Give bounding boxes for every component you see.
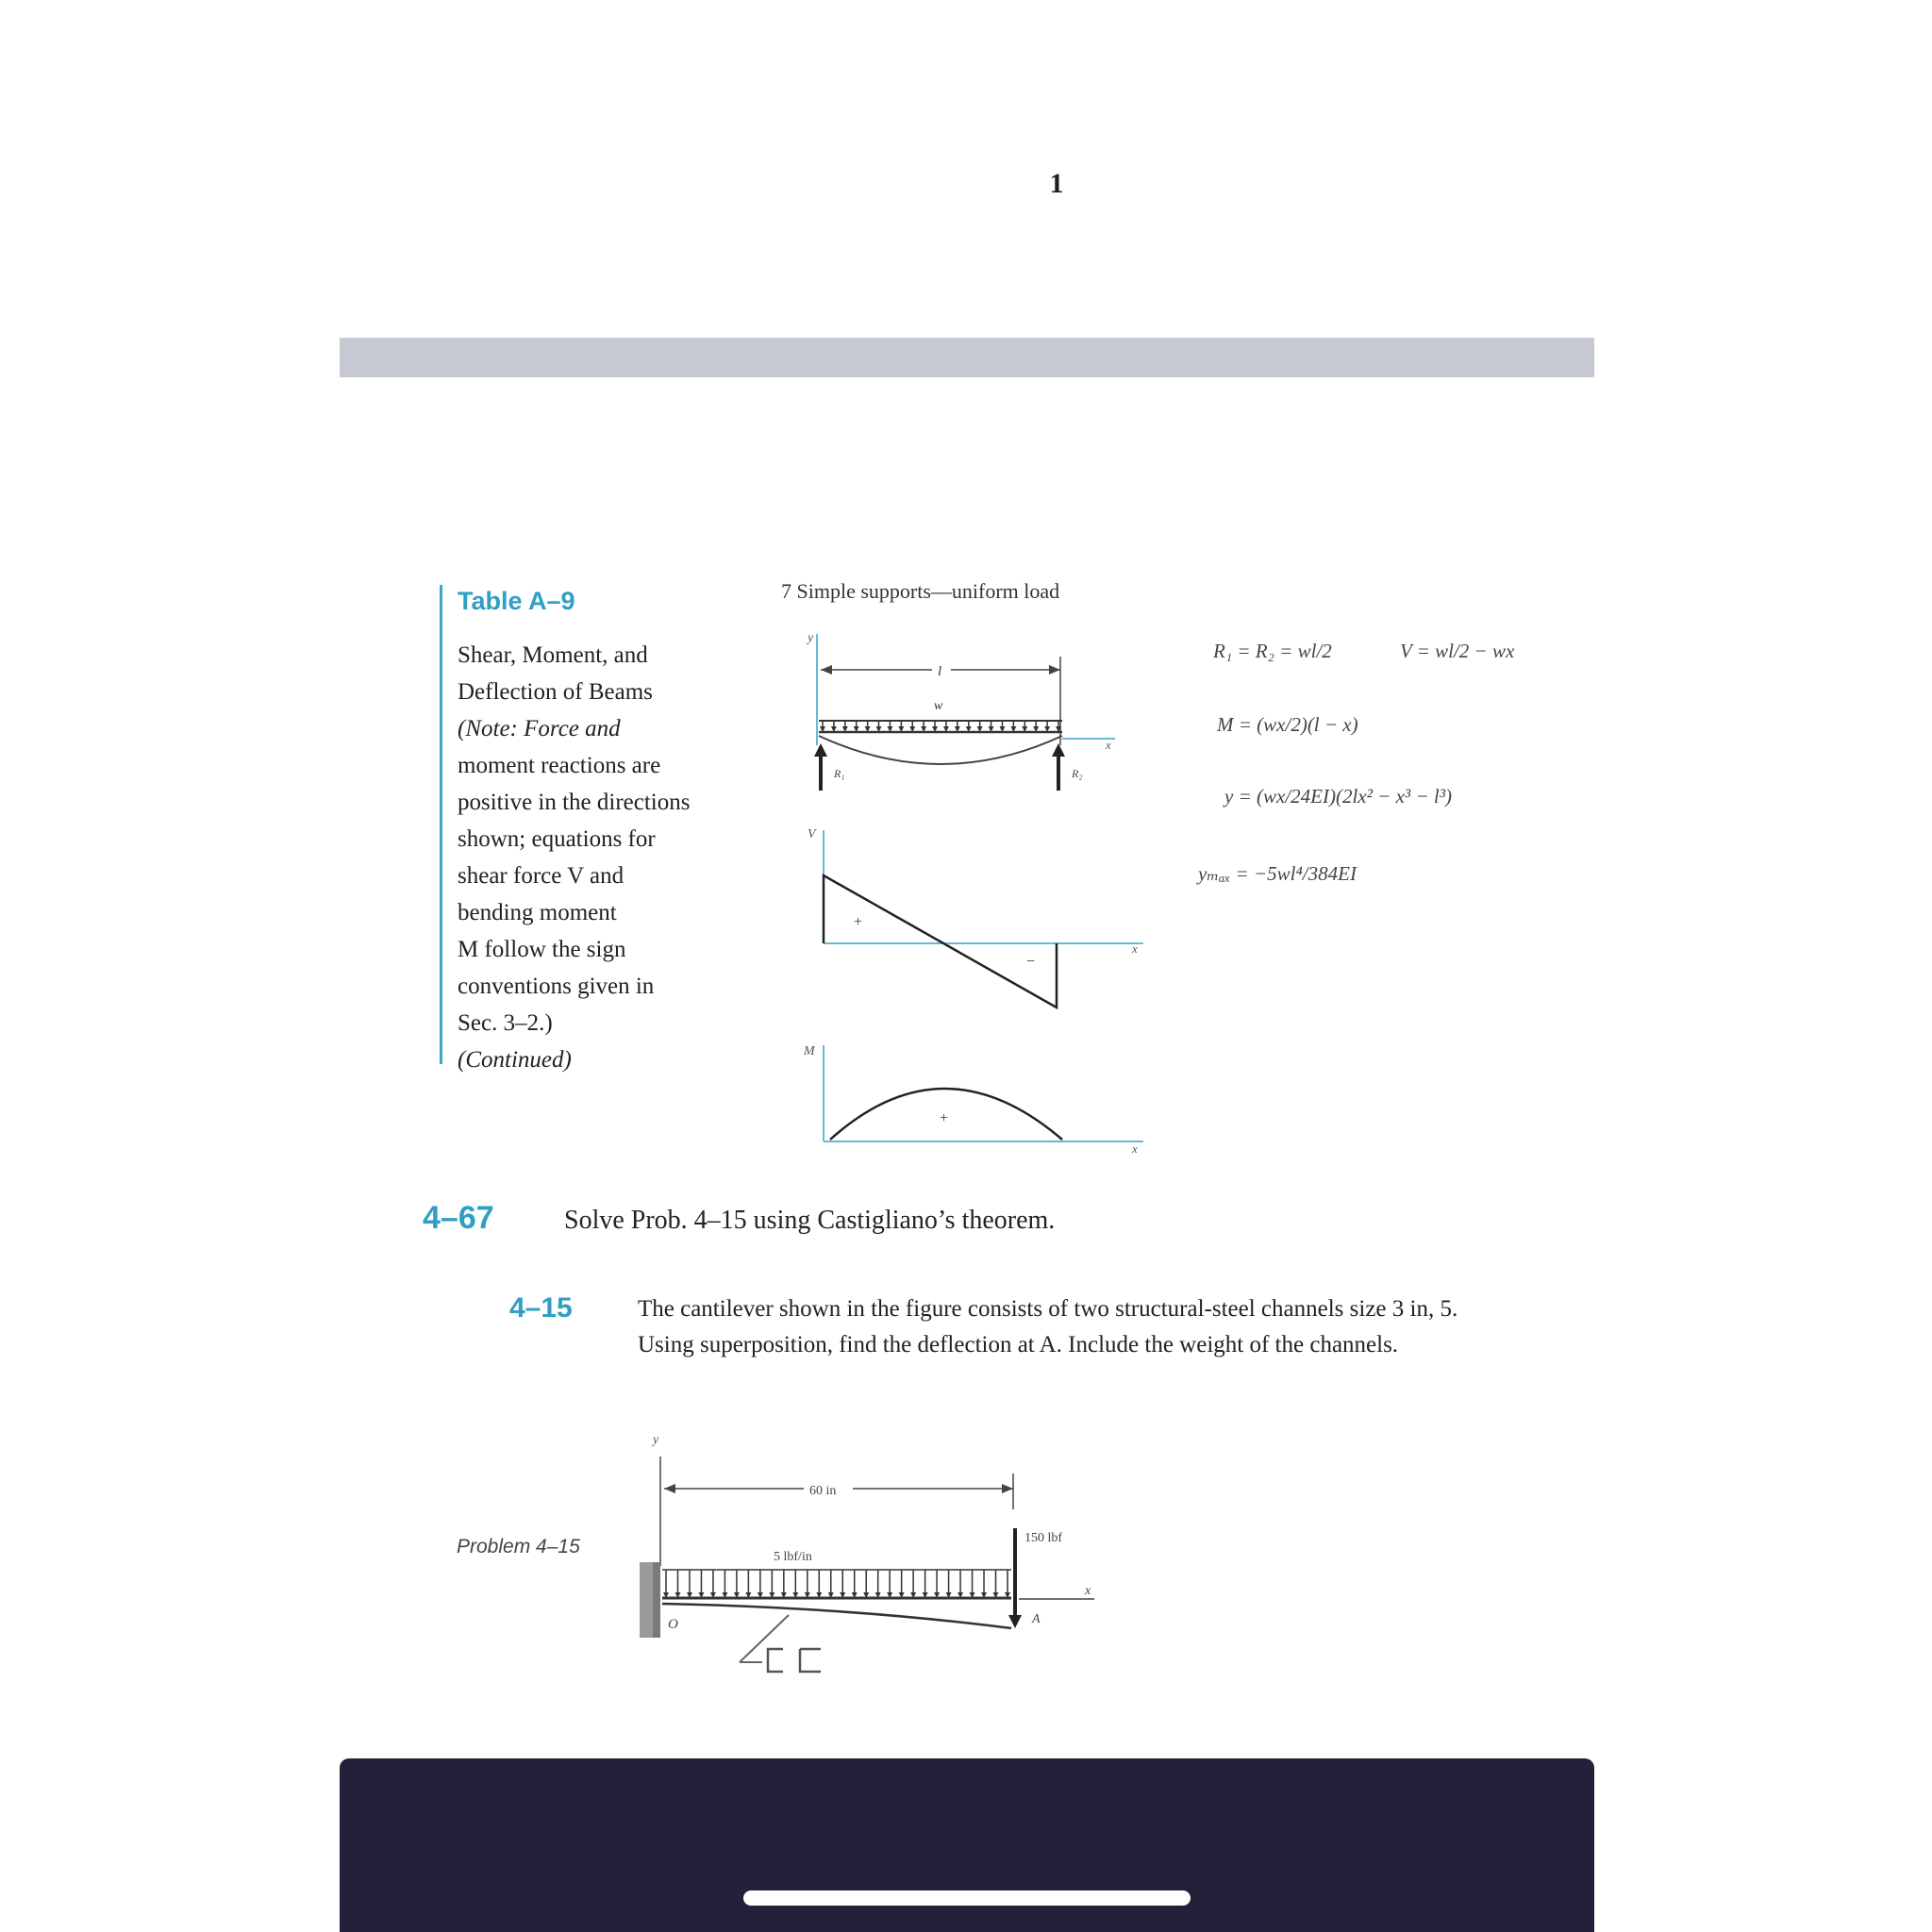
channel-section-icon bbox=[768, 1649, 821, 1672]
distributed-load-label: 5 lbf/in bbox=[774, 1550, 812, 1564]
cantilever-x-label: x bbox=[1085, 1584, 1091, 1598]
problem-4-67-number: 4–67 bbox=[423, 1200, 494, 1236]
moment-diagram bbox=[803, 1044, 1143, 1156]
cantilever-y-label: y bbox=[653, 1433, 659, 1447]
point-load-label: 150 lbf bbox=[1024, 1531, 1063, 1545]
desc-line: positive in the directions bbox=[458, 790, 691, 815]
end-label: A bbox=[1032, 1612, 1041, 1626]
problem-figure-label: Problem 4–15 bbox=[457, 1536, 580, 1557]
beam-x-label: x bbox=[1106, 738, 1111, 752]
eq-max-deflection: yₘₐₓ = −5wl⁴/384EI bbox=[1198, 862, 1357, 885]
beam-y-label: y bbox=[808, 631, 814, 645]
problem-4-67-text: Solve Prob. 4–15 using Castigliano’s theorem. bbox=[564, 1206, 1056, 1235]
case-caption: 7 Simple supports—uniform load bbox=[781, 579, 1060, 603]
length-label: 60 in bbox=[809, 1484, 837, 1498]
cantilever-deflected-shape bbox=[662, 1604, 1011, 1628]
moment-plus-sign: + bbox=[940, 1110, 949, 1126]
table-title: Table A–9 bbox=[458, 587, 575, 615]
problem-4-15-line1: The cantilever shown in the figure consists of two structural-steel channels size 3 in, 5. bbox=[638, 1296, 1458, 1322]
cantilever-load-arrows bbox=[663, 1570, 1010, 1598]
distributed-load-arrows bbox=[820, 721, 1061, 732]
page-number: 1 bbox=[1049, 168, 1064, 199]
shear-minus-sign: − bbox=[1026, 954, 1036, 970]
eq-moment: M = (wx/2)(l − x) bbox=[1217, 713, 1358, 736]
desc-line: moment reactions are bbox=[458, 753, 661, 778]
desc-line: (Note: Force and bbox=[458, 716, 621, 741]
load-label: w bbox=[934, 699, 943, 713]
bottom-panel bbox=[340, 1758, 1594, 1932]
eq-reactions: R₁ = R₂ = wl/2 bbox=[1213, 640, 1332, 662]
problem-4-15-number: 4–15 bbox=[509, 1292, 573, 1324]
cantilever-figure bbox=[640, 1433, 1094, 1672]
shear-plus-sign: + bbox=[854, 914, 863, 930]
desc-line: bending moment bbox=[458, 900, 617, 925]
moment-axis-label: M bbox=[804, 1044, 815, 1058]
eq-deflection: y = (wx/24EI)(2lx² − x³ − l³) bbox=[1224, 785, 1452, 808]
shear-axis-label: V bbox=[808, 827, 816, 841]
shear-diagram bbox=[808, 827, 1143, 1008]
section-leader-line bbox=[740, 1615, 789, 1662]
desc-line: shown; equations for bbox=[458, 826, 656, 852]
desc-line: conventions given in bbox=[458, 974, 655, 999]
problem-4-15-line2: Using superposition, find the deflection at A. Include the weight of the channels. bbox=[638, 1332, 1399, 1357]
deflected-shape bbox=[819, 736, 1062, 764]
shear-line bbox=[824, 875, 1057, 1008]
shear-x-label: x bbox=[1132, 941, 1138, 956]
desc-line: Shear, Moment, and bbox=[458, 642, 648, 668]
eq-shear: V = wl/2 − wx bbox=[1400, 640, 1515, 662]
reaction-r2-label: R₂ bbox=[1072, 767, 1083, 780]
desc-line: Sec. 3–2.) bbox=[458, 1010, 553, 1036]
beam-diagram bbox=[806, 631, 1115, 791]
origin-label: O bbox=[668, 1617, 678, 1632]
desc-line: M follow the sign bbox=[458, 937, 626, 962]
home-indicator[interactable] bbox=[743, 1890, 1191, 1906]
desc-line: shear force V and bbox=[458, 863, 625, 889]
span-label: l bbox=[938, 664, 942, 679]
desc-line: Deflection of Beams bbox=[458, 679, 653, 705]
reaction-r1-label: R₁ bbox=[834, 767, 845, 780]
moment-x-label: x bbox=[1132, 1141, 1138, 1156]
desc-line: (Continued) bbox=[458, 1047, 572, 1073]
